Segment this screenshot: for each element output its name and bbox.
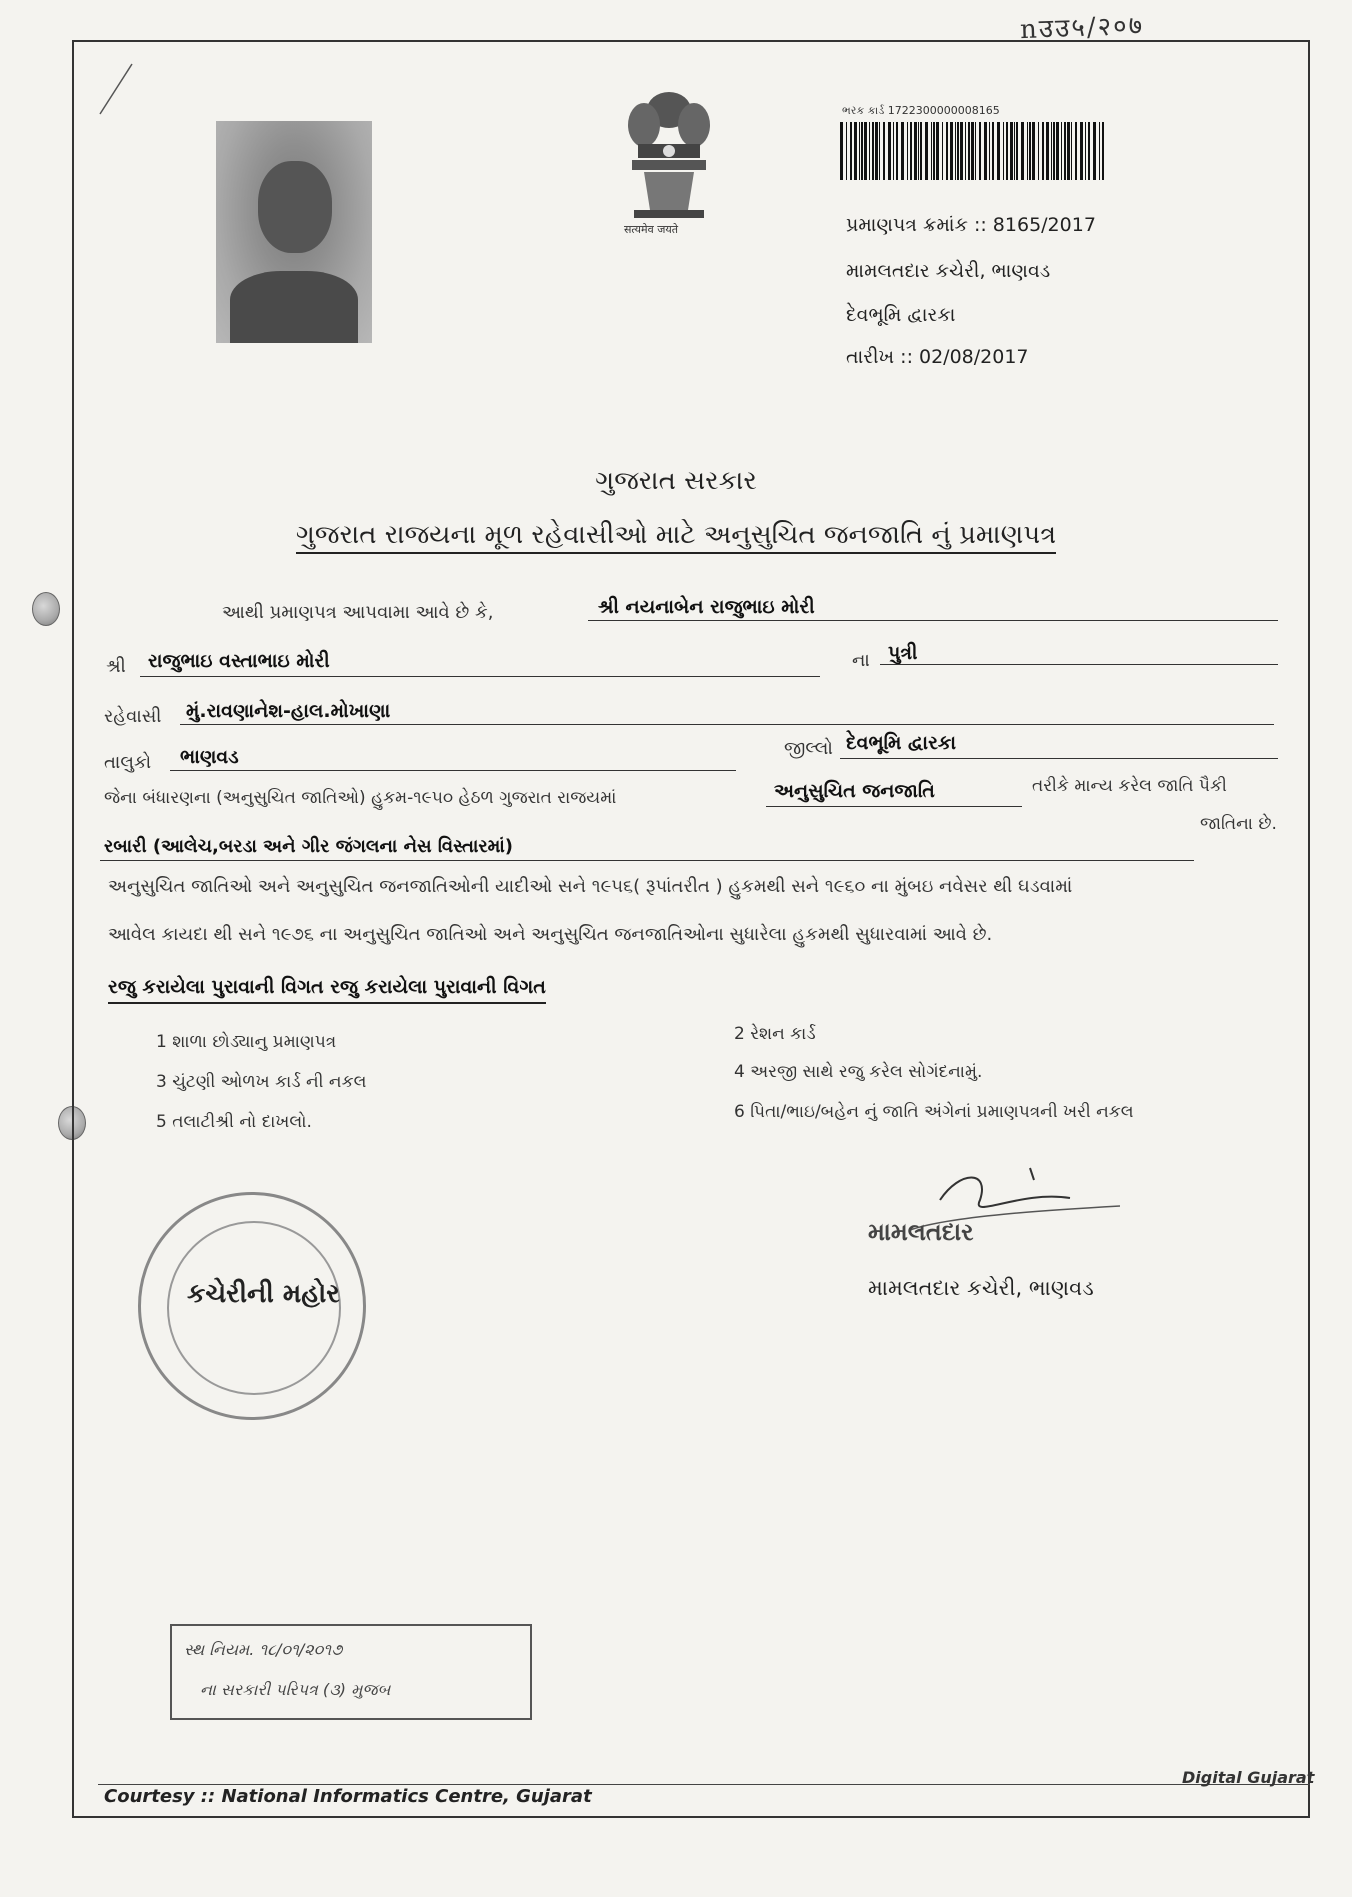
barcode-bar <box>846 122 847 180</box>
office-name: મામલતદાર કચેરી, ભાણવડ <box>846 260 1051 282</box>
barcode-bar <box>850 122 852 180</box>
barcode-bar <box>896 122 898 180</box>
barcode-bar <box>965 122 966 180</box>
barcode-bar <box>1088 122 1090 180</box>
barcode-bar <box>984 122 987 180</box>
barcode-bar <box>1029 122 1031 180</box>
barcode-bar <box>1014 122 1015 180</box>
district-header: દેવભૂમિ દ્વારકા <box>846 304 956 326</box>
emblem-motto: सत्यमेव जयते <box>624 223 679 236</box>
barcode-bar <box>883 122 885 180</box>
underline <box>588 620 1278 621</box>
order-text: જેના બંધારણના (અનુસુચિત જાતિઓ) હુકમ-૧૯૫૦ હેઠળ ગુજરાત રાજયમાં <box>104 788 617 808</box>
underline <box>100 860 1194 861</box>
barcode-bar <box>1010 122 1013 180</box>
signatory-title: મામલતદાર <box>868 1218 974 1246</box>
resident-value: મું.રાવણાનેશ-હાલ.મોખાણા <box>186 700 391 722</box>
barcode-bar <box>872 122 874 180</box>
legal-paragraph-line-1: અનુસુચિત જાતિઓ અને અનુસુચિત જનજાતિઓની યાદીઓ સને ૧૯૫૬( રૂપાંતરીત ) હુકમથી સને ૧૯૬૦ ના મુંબઇ નવેસર થી ઘડવામાં <box>108 876 1073 897</box>
issue-date: તારીખ :: 02/08/2017 <box>846 346 1029 368</box>
barcode-bar <box>1067 122 1070 180</box>
intro-label: આથી પ્રમાણપત્ર આપવામા આવે છે કે, <box>222 602 494 623</box>
barcode-bar <box>946 122 948 180</box>
relation-value: પુત્રી <box>888 642 918 664</box>
barcode-bar <box>997 122 1000 180</box>
barcode-bar <box>1021 122 1024 180</box>
document-item: 4 અરજી સાથે રજુ કરેલ સોગંદનામું. <box>734 1062 983 1082</box>
barcode-bar <box>914 122 917 180</box>
underline <box>766 806 1022 807</box>
document-item: 3 ચુંટણી ઓળખ કાર્ડ ની નકલ <box>156 1072 367 1092</box>
underline <box>170 770 736 771</box>
taluka-value: ભાણવડ <box>180 746 239 768</box>
footer-courtesy: Courtesy :: National Informatics Centre, Gujarat <box>104 1786 592 1807</box>
barcode-bar <box>936 122 939 180</box>
barcode-bar <box>859 122 860 180</box>
barcode-bar <box>1038 122 1039 180</box>
stamp-line-2: ના સરકારી પરિપત્ર (૩) મુજબ <box>200 1680 391 1699</box>
barcode-bar <box>1056 122 1059 180</box>
barcode-bar <box>893 122 894 180</box>
govt-title: ગુજરાત સરકાર <box>595 466 757 496</box>
taluka-label: તાલુકો <box>104 752 152 773</box>
barcode-bar <box>933 122 935 180</box>
barcode-bar <box>910 122 912 180</box>
footer-divider <box>98 1784 1310 1785</box>
punch-hole <box>32 592 60 626</box>
document-item: 2 રેશન કાર્ડ <box>734 1024 816 1044</box>
barcode-bar <box>1093 122 1096 180</box>
barcode-bar <box>942 122 943 180</box>
certificate-number: પ્રમાણપત્ર ક્રમાંક :: 8165/2017 <box>846 214 1096 236</box>
applicant-name: શ્રી નયનાબેન રાજુભાઇ મોરી <box>598 596 815 618</box>
caste-value: રબારી (આલેચ,બરડા અને ગીર જંગલના નેસ વિસ્તારમાં) <box>104 836 514 857</box>
barcode-bar <box>925 122 928 180</box>
district-label: જીલ્લો <box>784 738 833 759</box>
barcode-bar <box>920 122 922 180</box>
barcode-number: ભરક કાર્ડ 1722300000008165 <box>842 104 1000 117</box>
recognized-text: તરીકે માન્ય કરેલ જાતિ પૈકી <box>1032 776 1227 796</box>
barcode-bar <box>960 122 963 180</box>
photo-body <box>230 271 358 343</box>
barcode-bar <box>1046 122 1049 180</box>
barcode-bar <box>1061 122 1062 180</box>
underline <box>140 676 820 677</box>
barcode-bar <box>875 122 878 180</box>
photo-face <box>258 161 332 253</box>
barcode-bar <box>1032 122 1035 180</box>
barcode-bar <box>1085 122 1086 180</box>
relation-label: ના <box>852 650 870 671</box>
barcode-bar <box>1051 122 1052 180</box>
barcode-bar <box>950 122 953 180</box>
documents-heading: રજુ કરાયેલા પુરાવાની વિગત રજુ કરાયેલા પુરાવાની વિગત <box>108 976 546 1004</box>
barcode-bar <box>1027 122 1028 180</box>
barcode-bar <box>1064 122 1066 180</box>
barcode-bar <box>931 122 932 180</box>
certificate-title-text: ગુજરાત રાજયના મૂળ રહેવાસીઓ માટે અનુસુચિત જનજાતિ નું પ્રમાણપત્ર <box>296 520 1056 554</box>
barcode-bar <box>971 122 974 180</box>
barcode-bar <box>1006 122 1008 180</box>
verification-stamp <box>170 1624 532 1720</box>
barcode-bar <box>854 122 857 180</box>
barcode-bar <box>840 122 843 180</box>
barcode-bar <box>879 122 880 180</box>
barcode-bar <box>968 122 970 180</box>
barcode-bar <box>1075 122 1077 180</box>
barcode-bar <box>1003 122 1004 180</box>
top-handwritten-note: nउउ५/२०७ <box>1019 10 1145 46</box>
barcode-bar <box>861 122 863 180</box>
certificate-title <box>0 520 1352 551</box>
office-seal <box>138 1192 366 1420</box>
caste-suffix: જાતિના છે. <box>1200 814 1277 834</box>
shri-label: શ્રી <box>106 656 126 677</box>
barcode-icon <box>840 122 1108 180</box>
barcode-bar <box>869 122 870 180</box>
barcode-bar <box>1102 122 1104 180</box>
barcode-bar <box>955 122 956 180</box>
district-value: દેવભૂમિ દ્વારકા <box>846 732 956 754</box>
resident-label: રહેવાસી <box>104 706 162 727</box>
barcode-bar <box>901 122 904 180</box>
underline <box>880 664 1278 665</box>
barcode-bar <box>957 122 959 180</box>
barcode-bar <box>888 122 891 180</box>
barcode-bar <box>1099 122 1100 180</box>
barcode-bar <box>1071 122 1072 180</box>
barcode-bar <box>1042 122 1044 180</box>
seal-text: કચેરીની મહોર <box>187 1279 340 1309</box>
underline <box>840 758 1278 759</box>
barcode-bar <box>907 122 908 180</box>
legal-paragraph-line-2: આવેલ કાયદા થી સને ૧૯૭૬ ના અનુસુચિત જાતિઓ અને અનુસુચિત જનજાતિઓના સુધારેલા હુકમથી સુધારવામાં આવે છે. <box>108 924 993 945</box>
barcode-bar <box>1080 122 1083 180</box>
signatory-office: મામલતદાર કચેરી, ભાણવડ <box>868 1276 1094 1300</box>
document-item: 5 તલાટીશ્રી નો દાખલો. <box>156 1112 312 1132</box>
barcode-bar <box>992 122 994 180</box>
barcode-bar <box>975 122 976 180</box>
barcode-bar <box>864 122 867 180</box>
underline <box>180 724 1274 725</box>
document-item: 6 પિતા/ભાઇ/બહેન નું જાતિ અંગેનાં પ્રમાણપત્રની ખરી નકલ <box>734 1102 1134 1122</box>
barcode-bar <box>918 122 919 180</box>
barcode-bar <box>989 122 990 180</box>
footer-brand: Digital Gujarat <box>1182 1768 1315 1787</box>
barcode-bar <box>1053 122 1055 180</box>
document-item: 1 શાળા છોડ્યાનુ પ્રમાણપત્ર <box>156 1032 337 1052</box>
national-emblem-icon <box>614 80 724 230</box>
stamp-line-1: સ્થ નિયમ. ૧૮/૦૧/૨૦૧૭ <box>184 1640 343 1659</box>
category-value: અનુસુચિત જનજાતિ <box>774 780 935 802</box>
barcode-bar <box>1016 122 1018 180</box>
father-name: રાજુભાઇ વસ્તાભાઇ મોરી <box>148 650 330 672</box>
barcode-bar <box>979 122 981 180</box>
applicant-photo <box>216 121 372 343</box>
